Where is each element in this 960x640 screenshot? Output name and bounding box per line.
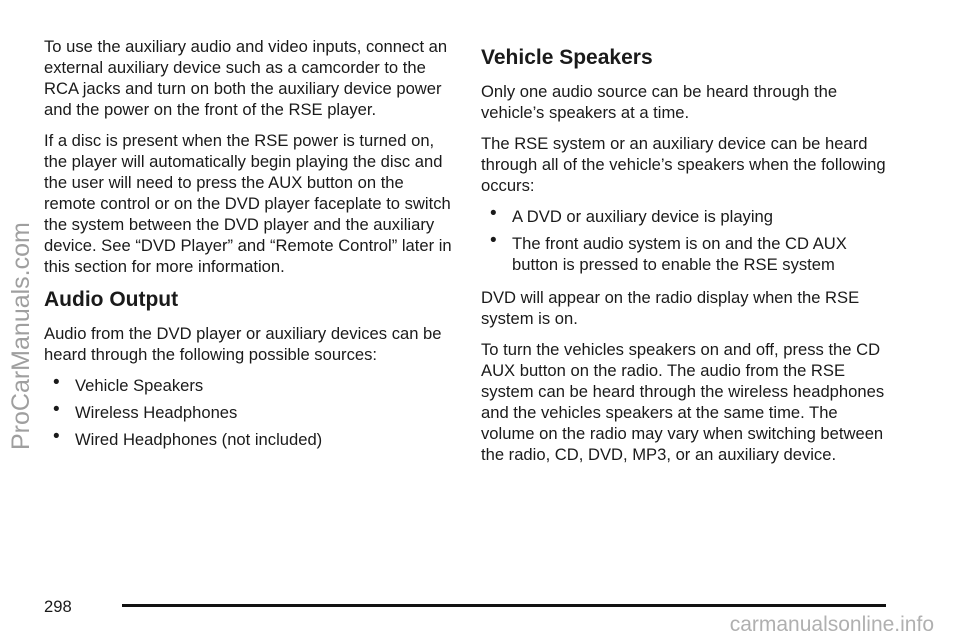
list-item-text: Vehicle Speakers [75, 376, 204, 395]
list-item [44, 426, 452, 450]
bullet-icon: • [53, 399, 60, 420]
footer-divider [122, 604, 886, 607]
list-item [44, 372, 452, 396]
vehicle-speakers-heading: Vehicle Speakers [481, 46, 653, 69]
bullet-icon: • [53, 426, 60, 447]
bullet-icon: • [53, 372, 60, 393]
page-number: 298 [44, 597, 72, 616]
list-item [44, 399, 452, 423]
list-item-text: Wireless Headphones [75, 403, 238, 422]
audio-output-heading: Audio Output [44, 288, 179, 311]
right-column [481, 36, 889, 475]
disc-present-paragraph: If a disc is present when the RSE power is turned on, the player will automatically begin playing the disc and the user will need to press the AUX button on the remote control or on the DVD player faceplate to switch the system between the DVD player and the auxiliary device. See “DVD Player” and “Remote Control” later in this section for more information. [44, 131, 452, 276]
side-watermark: ProCarManuals.com [7, 222, 35, 450]
list-item [481, 203, 889, 227]
list-item-text: Wired Headphones (not included) [75, 430, 323, 449]
audio-output-intro: Audio from the DVD player or auxiliary devices can be heard through the following possible sources: [44, 324, 442, 364]
bullet-icon: • [490, 203, 497, 224]
dvd-display-paragraph: DVD will appear on the radio display when the RSE system is on. [481, 288, 860, 328]
one-source-paragraph: Only one audio source can be heard through the vehicle’s speakers at a time. [481, 82, 838, 122]
list-item-text: The front audio system is on and the CD AUX button is pressed to enable the RSE system [512, 234, 847, 274]
speaker-conditions-list [481, 203, 889, 275]
list-item [481, 230, 889, 275]
left-column [44, 36, 452, 462]
speakers-toggle-paragraph: To turn the vehicles speakers on and off, press the CD AUX button on the radio. The audio from the RSE system can be heard through the wireless headphones and the vehicles speakers at the same time. The volume on the radio may vary when switching between the radio, CD, DVD, MP3, or an auxiliary device. [481, 340, 885, 464]
aux-inputs-paragraph: To use the auxiliary audio and video inputs, connect an external auxiliary device such as a camcorder to the RCA jacks and turn on both the auxiliary device power and the power on the front of the RSE player. [44, 37, 448, 119]
bottom-watermark: carmanualsonline.info [729, 613, 934, 636]
bullet-icon: • [490, 230, 497, 251]
rse-speakers-paragraph: The RSE system or an auxiliary device can be heard through all of the vehicle’s speakers when the following occurs: [481, 134, 886, 195]
audio-sources-list [44, 372, 452, 450]
list-item-text: A DVD or auxiliary device is playing [512, 207, 774, 226]
